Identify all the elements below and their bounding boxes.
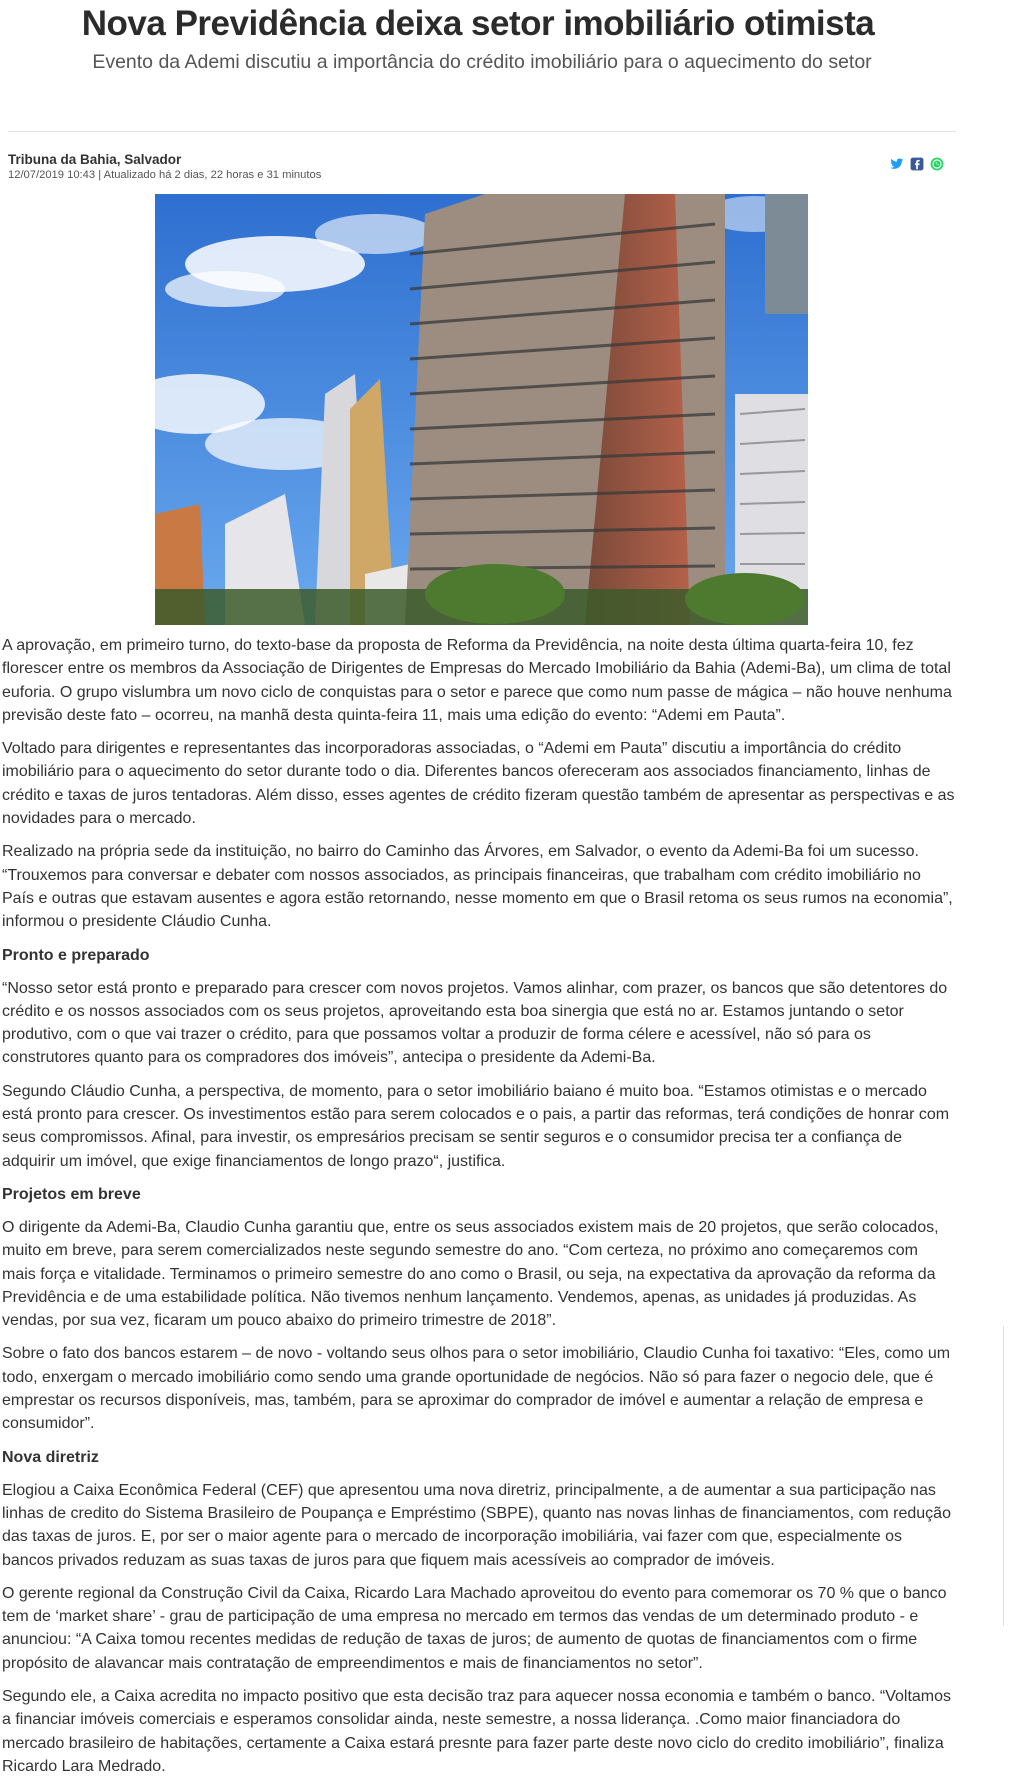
article-body [2,634,956,1788]
paragraph: Segundo ele, a Caixa acredita no impacto positivo que esta decisão traz para aquecer nossa economia e também o banco. “Voltamos a financiar imóveis comerciais e esperamos consolidar ainda, neste semestre, a nossa liderança. .Como maior financiadora do mercado brasileiro de habitações, certamente a Caixa estará presnte para fazer parte deste novo ciclo do credito imobiliário”, finaliza Ricardo Lara Medrado. [2,1687,952,1775]
paragraph: Sobre o fato dos bancos estarem – de novo - voltando seus olhos para o setor imobiliário, Claudio Cunha foi taxativo: “Eles, como um todo, enxergam o mercado imobiliário como sendo uma grande oportunidade de negócios. Não só para fazer o negocio dele, que é emprestar os recursos disponíveis, mas, também, para se aproximar do comprador de imóvel e aumentar a relação de empresa e consumidor”. [2,1345,951,1433]
facebook-icon[interactable] [910,157,924,171]
section-heading: Pronto e preparado [2,946,150,964]
article-source: Tribuna da Bahia, Salvador [8,152,182,167]
article-updated: Atualizado há 2 dias, 22 horas e 31 minutos [103,169,322,181]
article-photo [155,194,808,625]
paragraph: Realizado na própria sede da instituição, no bairro do Caminho das Árvores, em Salvador, o evento da Ademi-Ba foi um sucesso. “Trouxemos para conversar e debater com nossos associados, as principais financeiras, que trabalham com crédito imobiliário no País e outras que estavam ausentes e agora estão retornando, nesse momento em que o Brasil retoma os seus rumos na economia”, informou o presidente Cláudio Cunha. [2,843,953,931]
section-heading: Nova diretriz [2,1448,99,1466]
whatsapp-icon[interactable] [930,157,944,171]
paragraph: “Nosso setor está pronto e preparado para crescer com novos projetos. Vamos alinhar, com prazer, os bancos que são detentores do crédito e os nossos associados com os seus projetos, aproveitando esta boa sinergia que está no ar. Estamos juntando o setor produtivo, com o que vai trazer o crédito, para que possamos voltar a produzir de forma célere e acessível, não só para os construtores quanto para os compradores dos imóveis”, antecipa o presidente da Ademi-Ba. [2,979,948,1067]
twitter-icon[interactable] [890,157,904,171]
share-buttons [890,157,944,171]
paragraph: A aprovação, em primeiro turno, do texto-base da proposta de Reforma da Previdência, na noite desta última quarta-feira 10, fez florescer entre os membros da Associação de Dirigentes de Empresas do Mercado Imobiliário da Bahia (Ademi-Ba), um clima de total euforia. O grupo vislumbra um novo ciclo de conquistas para o setor e parece que como num passe de mágica – não houve nenhuma previsão deste fato – ocorreu, na manhã desta quinta-feira 11, mais uma edição do evento: “Ademi em Pauta”. [2,637,952,724]
scrollbar-track[interactable] [1003,1326,1004,1626]
article-subtitle: Evento da Ademi discutiu a importância do crédito imobiliário para o aquecimento do setor [92,51,872,73]
article-date: 12/07/2019 10:43 [8,169,96,181]
section-heading: Projetos em breve [2,1185,141,1203]
paragraph: O gerente regional da Construção Civil da Caixa, Ricardo Lara Machado aproveitou do evento para comemorar os 70 % que o banco tem de ‘market share’ - grau de participação de uma empresa no mercado em termos das vendas de um determinado produto - e anunciou: “A Caixa tomou recentes medidas de redução de taxas de juros; de aumento de quotas de financiamentos com o firme propósito de alavancar mais contratação de empreendimentos e mais de financiamentos no setor”. [2,1584,947,1672]
paragraph: O dirigente da Ademi-Ba, Claudio Cunha garantiu que, entre os seus associados existem mais de 20 projetos, que serão colocados, muito em breve, para serem comercializados neste segundo semestre do ano. “Com certeza, no próximo ano começaremos com mais força e vitalidade. Terminamos o primeiro semestre do ano como o Brasil, ou seja, na expectativa da aprovação da reforma da Previdência e de uma estabilidade política. Não tivemos nenhum lançamento. Vendemos, apenas, as unidades já produzidas. As vendas, por sua vez, ficaram um pouco abaixo do primeiro trimestre de 2018”. [2,1218,939,1330]
paragraph: Voltado para dirigentes e representantes das incorporadoras associadas, o “Ademi em Pauta” discutiu a importância do crédito imobiliário para o aquecimento do setor durante todo o dia. Diferentes bancos ofereceram aos associados financiamento, linhas de crédito e taxas de juros tentadoras. Além disso, esses agentes de crédito fizeram questão também de apresentar as perspectivas e as novidades para o mercado. [2,740,955,828]
article-meta: 12/07/2019 10:43 | Atualizado há 2 dias, 22 horas e 31 minutos [8,169,322,181]
paragraph: Segundo Cláudio Cunha, a perspectiva, de momento, para o setor imobiliário baiano é muito boa. “Estamos otimistas e o mercado está pronto para crescer. Os investimentos estão para serem colocados e o pais, a partir das reformas, terá condições de honrar com seus compromissos. Afinal, para investir, os empresários precisam se sentir seguros e o consumidor precisa ter a confiança de adquirir um imóvel, que exige financiamentos de longo prazo“, justifica. [2,1082,950,1170]
divider [8,131,956,132]
article-title: Nova Previdência deixa setor imobiliário otimista [81,4,875,43]
paragraph: Elogiou a Caixa Econômica Federal (CEF) que apresentou uma nova diretriz, principalmente, a de aumentar a sua participação nas linhas de credito do Sistema Brasileiro de Poupança e Empréstimo (SBPE), quanto nas novas linhas de financiamentos, com redução das taxas de juros. E, por ser o maior agente para o mercado de incorporação imobiliária, vai fazer com que, especialmente os bancos privados reduzam as suas taxas de juros para que fiquem mais acessíveis ao comprador de imóveis. [2,1481,951,1569]
